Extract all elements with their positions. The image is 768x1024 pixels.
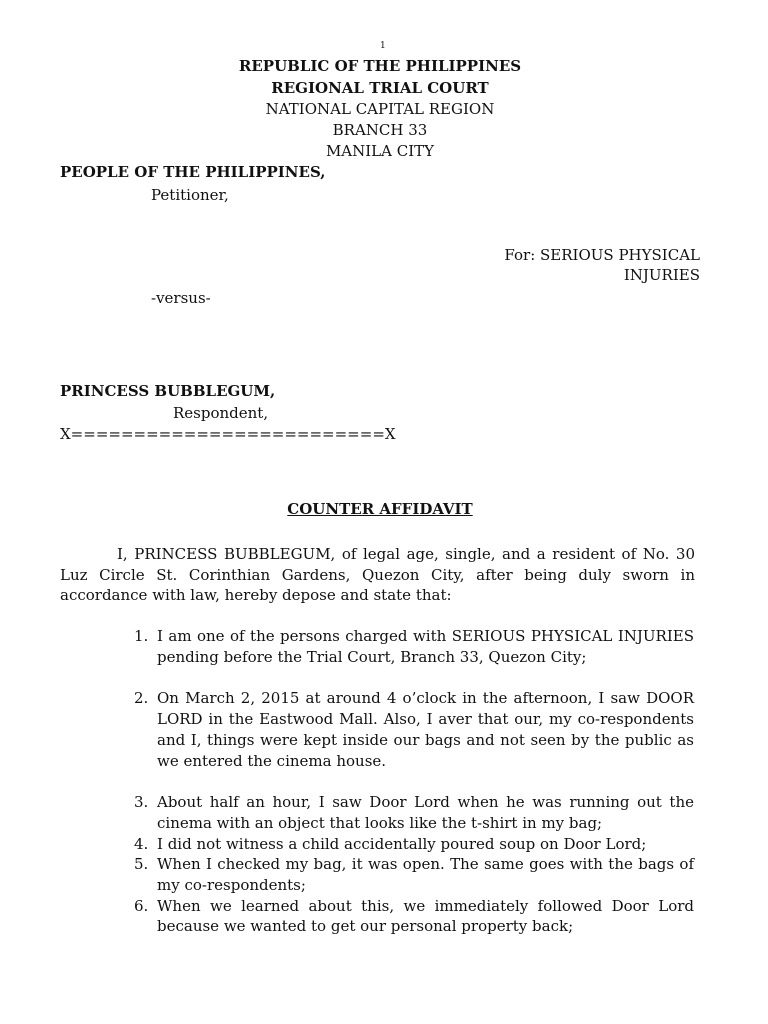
header-region: NATIONAL CAPITAL REGION [265,100,495,118]
header-city: MANILA CITY [325,142,435,160]
versus-label: -versus- [151,289,211,307]
list-item-number: 4. [134,834,149,853]
intro-paragraph: I, PRINCESS BUBBLEGUM, of legal age, single, and a resident of No. 30 Luz Circle St. Corinthian Gardens, Quezon City, after being duly sworn in accordance with law, hereby depose and state that: [60,545,695,605]
page-number: 1 [380,41,386,51]
case-nature-line2: INJURIES [623,266,700,284]
petitioner-role: Petitioner, [151,186,229,204]
list-item-text: On March 2, 2015 at around 4 o’clock in the afternoon, I saw DOOR LORD in the Eastwood Mall. Also, I aver that our, my co-respondents and I, things were kept inside our bags and not seen by the public as we entered the cinema house. [157,689,694,770]
list-item-number: 5. [134,855,149,874]
petitioner-name: PEOPLE OF THE PHILIPPINES, [60,163,326,181]
list-item-number: 6. [134,896,149,915]
caption-separator: X=========================X [60,425,396,443]
statement-list [128,626,694,937]
header-republic: REPUBLIC OF THE PHILIPPINES [238,57,522,75]
list-item [128,626,694,667]
list-item [128,834,694,855]
list-item-text: When I checked my bag, it was open. The same goes with the bags of my co-respondents; [157,855,694,895]
list-item-number: 1. [134,627,149,645]
respondent-name: PRINCESS BUBBLEGUM, [60,382,276,400]
list-item-number: 3. [134,793,149,812]
document-title: COUNTER AFFIDAVIT [287,500,473,518]
list-item [128,854,694,895]
list-item [128,896,694,937]
list-item-number: 2. [134,689,149,708]
respondent-role: Respondent, [173,404,269,422]
list-item-text: When we learned about this, we immediately followed Door Lord because we wanted to get our personal property back; [157,896,694,936]
list-item [128,792,694,833]
header-court: REGIONAL TRIAL COURT [271,79,489,97]
list-item-text: I did not witness a child accidentally poured soup on Door Lord; [157,834,647,853]
case-nature-line1: For: SERIOUS PHYSICAL [504,246,700,264]
list-item-text: I am one of the persons charged with SERIOUS PHYSICAL INJURIES pending before the Trial Court, Branch 33, Quezon City; [157,627,694,666]
list-item-text: About half an hour, I saw Door Lord when he was running out the cinema with an object that looks like the t-shirt in my bag; [157,793,694,832]
list-item [128,688,694,771]
header-branch: BRANCH 33 [332,121,428,139]
